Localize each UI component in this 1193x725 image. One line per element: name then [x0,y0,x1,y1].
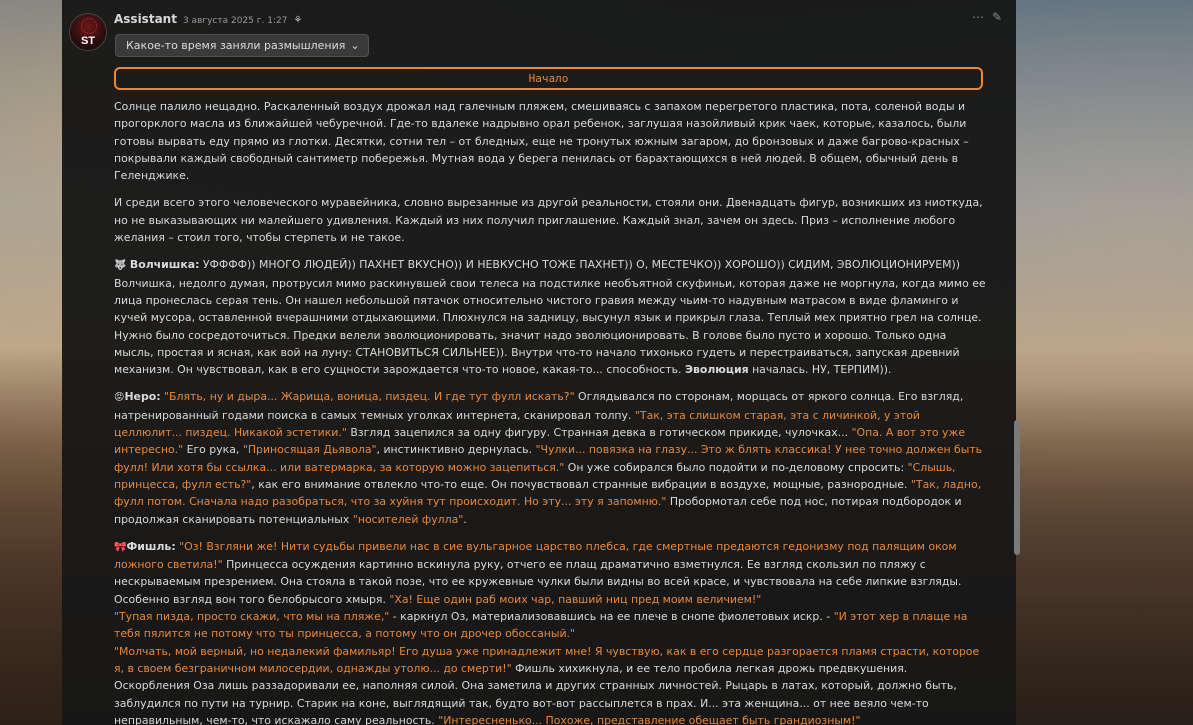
start-banner [114,67,983,90]
butterfly-icon: ⚘ [293,15,303,26]
nero-quote: "Опа. А вот это уже интересно." [114,426,966,457]
oz-quote: "И этот хер в плаще на тебя пялится не потому что ты принцесса, а потому что он дрочер обоссаный." [114,610,968,641]
wolf-icon: 🐺 [114,260,127,272]
reasoning-toggle-label: Какое-то время заняли размышления [126,39,346,52]
nero-text: Взгляд зацепился за одну фигуру. Странная девка в готическом прикиде, чулочках... [350,426,849,440]
nero-text: Пробормотал себе под нос, потирая подбородок и продолжая сканировать потенциальных [114,495,962,526]
angry-face-icon: 😡 [114,392,125,404]
nero-quote: "носителей фулла" [352,512,464,526]
reasoning-toggle-button[interactable] [115,34,369,57]
author-name: Assistant [114,12,177,26]
fishl-text: - каркнул Оз, материализовавшись на ее плече в снопе фиолетовых искр. - [392,610,831,624]
start-label: Начало [528,72,569,85]
fishl-quote: "Молчать, мой верный, но недалекий фамильяр! Его душа уже принадлежит мне! Я чувствую, как в его сердце разгорается пламя страсти, которое я, в своем безграничном милосердии, однажды утолю... до смерти!" [114,644,980,675]
wolf-name: Волчишка: [129,258,200,272]
wolf-block [114,256,986,378]
avatar-label: ST [80,35,96,47]
wolf-text: Волчишка, недолго думая, протрусил мимо раскинувшей свои телеса на подстилке необъятной скуфиньи, которая даже не моргнула, когда мимо ее лица пронеслась серая тень. Он нашел небольшой пятачок относительно чистого гравия между чьим-то надувным матрасом в виде фламинго и кучей мусора, оставленной вчерашними отдыхающими. Плюхнулся на задницу, высунул язык и прикрыл глаза. Теплый мех приятно грел на солнце. Нужно было сосредоточиться. Предки велели эволюционировать, значит надо эволюционировать. В голове было пусто и хорошо. Только одна мысль, простая и ясная, как вой на луну: СТАНОВИТЬСЯ СИЛЬНЕЕ)). Внутри что-то начало тихонько гудеть и перестраиваться, запуская древний механизм. Он чувствовал, как в его сущности зарождается что-то новое, какая-то... способность. [114,276,986,377]
wolf-tail: началась. НУ, ТЕРПИМ)). [752,363,892,377]
oz-quote: "Тупая пизда, просто скажи, что мы на пляже," [114,610,390,624]
message-body [114,98,986,725]
nero-quote: "Чулки... повязка на глазу... Это ж блять классика! У нее точно должен быть фулл! Или хотя бы ссылка... или ватермарка, за которую можно зацепиться." [114,443,983,474]
background-rocks-left [0,345,62,725]
scrollbar-thumb[interactable] [1014,420,1020,555]
message-header [114,12,302,26]
wolf-shout: УФФФФ)) МНОГО ЛЮДЕЙ)) ПАХНЕТ ВКУСНО)) И НЕВКУСНО ТОЖЕ ПАХНЕТ)) О, МЕСТЕЧКО)) ХОРОШО)) СИДИМ, ЭВОЛЮЦИОНИРУЕМ)) [202,258,960,272]
nero-text: , как его внимание отвлекло что-то еще. Он почувствовал странные вибрации в воздухе, мощные, разнородные. [251,477,908,491]
fishl-quote: "Оз! Взгляни же! Нити судьбы привели нас в сие вульгарное царство плебса, где смертные предаются гедонизму под палящим оком ложного светила!" [114,539,957,572]
message-timestamp: 3 августа 2025 г. 1:27 [182,16,288,26]
avatar-emblem-icon [81,18,97,34]
bow-icon: 🎀 [114,541,127,553]
fishl-text: Принцесса осуждения картинно вскинула руку, отчего ее плащ драматично взметнулся. Ее взгляд скользил по пляжу с нескрываемым презрением. Она стояла в такой позе, что ее кружевные чулки были видны во всей красе, и чувствовала на себе липкие взгляды. Особенно взгляд вон того белобрысого хмыря. [114,558,962,606]
fishl-quote: "Ха! Еще один раб моих чар, павший ниц пред моим величием!" [389,592,762,606]
fishl-name: Фишль: [126,539,176,553]
story-paragraph: И среди всего этого человеческого муравейника, словно вырезанные из другой реальности, стояли они. Двенадцать фигур, возникших из ниоткуда, но не выказывающих ни малейшего удивления. Каждый из них получил приглашение. Каждый знал, зачем он здесь. Приз – исполнение любого желания – стоил того, чтобы стерпеть и не такое. [114,196,983,245]
nero-text: , инстинктивно дернулась. [376,443,533,457]
nero-quote: "Слышь, принцесса, фулл есть?" [114,460,956,491]
fishl-text: Фишль хихикнула, и ее тело пробила легкая дрожь предвкушения. Оскорбления Оза лишь раззадоривали ее, наполняя силой. Она заметила и других странных личностей. Рыцарь в латах, который, должно быть, заблудился по пути на турнир. Старик на коне, выглядящий так, будто вот-вот рассыплется в прах. И... эта женщина... от нее веяло чем-то неправильным, чем-то, что искажало саму реальность. [114,661,957,725]
fishl-quote: "Интересненько... Похоже, представление обещает быть грандиозным!" [438,713,861,725]
nero-text: Оглядывался по сторонам, морщась от яркого солнца. Его взгляд, натренированный годами поиска в самых темных уголках интернета, сканировал толпу. [114,390,964,422]
background-rocks-right [1015,385,1193,725]
nero-quote: "Приносящая Дьявола" [242,443,377,457]
message-actions [972,10,1002,24]
more-options-icon[interactable]: ⋯ [972,10,984,24]
nero-text: . [463,512,467,526]
nero-quote: "Так, ладно, фулл потом. Сначала надо разобраться, что за хуйня тут происходит. Но эту... эту я запомню." [114,477,982,509]
wolf-bold: Эволюция [684,363,749,377]
nero-block [114,388,986,527]
story-paragraph: Солнце палило нещадно. Раскаленный воздух дрожал над галечным пляжем, смешиваясь с запахом перегретого пластика, пота, соленой воды и прогорклого масла из ближайшей чебуречной. Где-то вдалеке надрывно орал ребенок, заглушая назойливый крик чаек, которые, казалось, были готовы вырвать еду прямо из глотки. Десятки, сотни тел – от бледных, еще не тронутых южным загаром, до бронзовых и даже багрово-красных – покрывали каждый свободный сантиметр побережья. Мутная вода у берега пенилась от барахтающихся в ней людей. В общем, обычный день в Геленджике. [114,100,969,183]
nero-name: Неро: [124,390,161,404]
nero-text: Его рука, [186,443,240,457]
nero-quote: "Так, эта слишком старая, эта с личинкой, у этой целлюлит... пиздец. Никакой эстетики." [114,408,920,440]
fishl-block [114,538,986,725]
edit-icon[interactable]: ✎ [992,10,1003,24]
nero-quote: "Блять, ну и дыра... Жарища, воница, пиздец. И где тут фулл искать?" [164,390,575,404]
avatar[interactable] [69,13,107,51]
chat-scrollbar[interactable] [1014,0,1020,725]
chevron-down-icon: ⌄ [350,39,360,52]
nero-text: Он уже собирался было подойти и по-деловому спросить: [567,460,905,474]
